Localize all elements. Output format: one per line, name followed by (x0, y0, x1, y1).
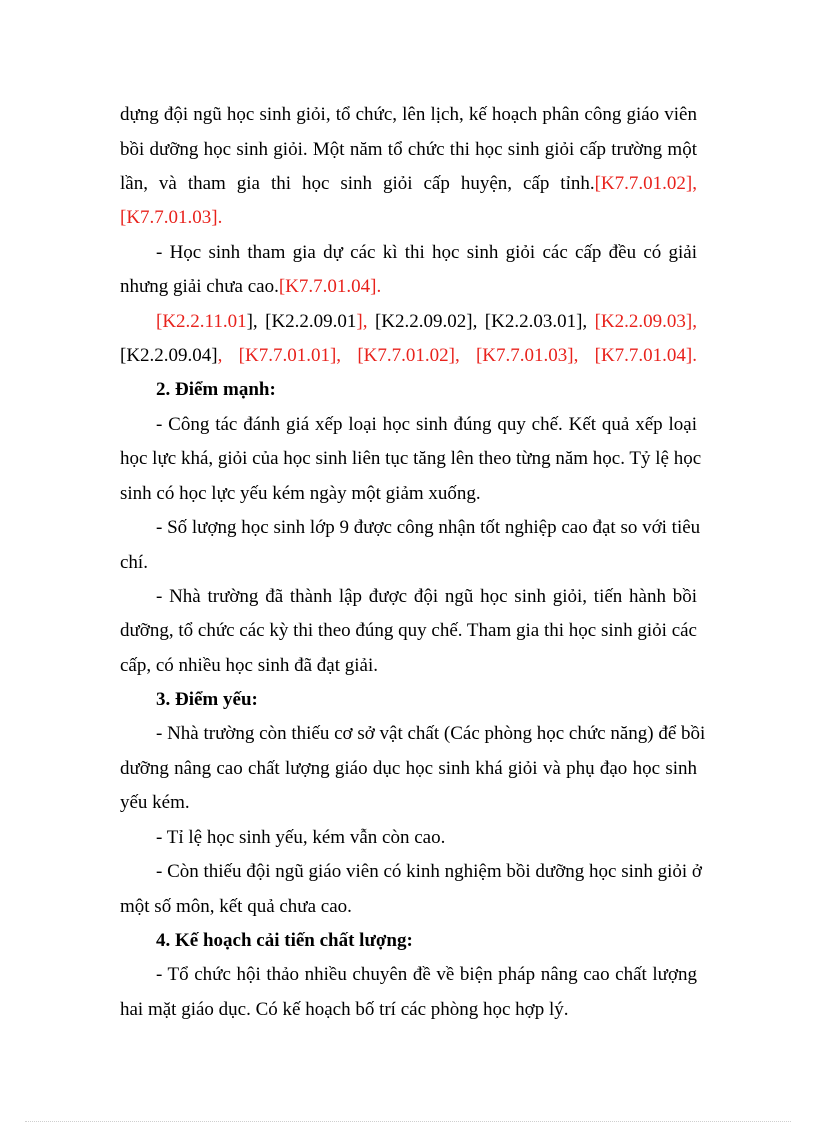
evidence-list-line: [K2.2.11.01], [K2.2.09.01], [K2.2.09.02], [K2.2.03.01], [K2.2.09.03], (156, 311, 697, 332)
section-heading-improvement-plan: 4. Kế hoạch cải tiến chất lượng: (156, 930, 413, 951)
text-line: sinh có học lực yếu kém ngày một giảm xuống. (120, 483, 481, 504)
evidence-code: [K7.7.01.02], (594, 173, 697, 194)
paragraph-first-line: - Còn thiếu đội ngũ giáo viên có kinh nghiệm bồi dưỡng học sinh giỏi ở (156, 861, 702, 882)
text-line: dưỡng nâng cao chất lượng giáo dục học sinh khá giỏi và phụ đạo học sinh (120, 758, 697, 779)
text-line: dưỡng, tổ chức các kỳ thi theo đúng quy chế. Tham gia thi học sinh giỏi các (120, 620, 697, 641)
text-line: chí. (120, 552, 148, 573)
evidence-code: , [K7.7.01.01], [K7.7.01.02], [K7.7.01.03], [K7.7.01.04]. (217, 345, 697, 366)
section-heading-strengths: 2. Điểm mạnh: (156, 379, 276, 400)
paragraph-first-line: - Số lượng học sinh lớp 9 được công nhận tốt nghiệp cao đạt so với tiêu (156, 517, 701, 538)
paragraph-first-line: - Tỉ lệ học sinh yếu, kém vẫn còn cao. (156, 827, 446, 848)
paragraph-first-line: - Học sinh tham gia dự các kì thi học sinh giỏi các cấp đều có giải (156, 242, 697, 263)
text-line: học lực khá, giỏi của học sinh liên tục tăng lên theo từng năm học. Tỷ lệ học (120, 448, 702, 469)
paragraph-first-line: - Công tác đánh giá xếp loại học sinh đúng quy chế. Kết quả xếp loại (156, 414, 697, 435)
paragraph-first-line: - Nhà trường còn thiếu cơ sở vật chất (Các phòng học chức năng) để bồi (156, 723, 706, 744)
paragraph-first-line: - Tổ chức hội thảo nhiều chuyên đề về biện pháp nâng cao chất lượng (156, 964, 697, 985)
section-heading-weaknesses: 3. Điểm yếu: (156, 689, 258, 710)
text-line: một số môn, kết quả chưa cao. (120, 896, 352, 917)
page-bottom-divider (25, 1121, 791, 1122)
evidence-code: [K7.7.01.03]. (120, 207, 223, 228)
text-line: yếu kém. (120, 792, 190, 813)
text-line (120, 206, 222, 230)
text-line: hai mặt giáo dục. Có kế hoạch bố trí các phòng học hợp lý. (120, 999, 569, 1020)
text-line: cấp, có nhiều học sinh đã đạt giải. (120, 655, 379, 676)
evidence-code: [K2.2.09.03], (587, 311, 697, 332)
text-line: lần, và tham gia thi học sinh giỏi cấp huyện, cấp tỉnh.[K7.7.01.02], (120, 173, 697, 194)
paragraph-first-line: - Nhà trường đã thành lập được đội ngũ học sinh giỏi, tiến hành bồi (156, 586, 697, 607)
text-line: dựng đội ngũ học sinh giỏi, tổ chức, lên lịch, kế hoạch phân công giáo viên (120, 104, 697, 125)
evidence-code: [K7.7.01.04]. (278, 276, 382, 297)
text-line: nhưng giải chưa cao.[K7.7.01.04]. (120, 276, 382, 297)
text-line: bồi dưỡng học sinh giỏi. Một năm tổ chức thi học sinh giỏi cấp trường một (120, 139, 697, 160)
evidence-list-line: [K2.2.09.04], [K7.7.01.01], [K7.7.01.02], [K7.7.01.03], [K7.7.01.04]. (120, 345, 697, 366)
evidence-code: [K2.2.11.01 (156, 311, 247, 332)
